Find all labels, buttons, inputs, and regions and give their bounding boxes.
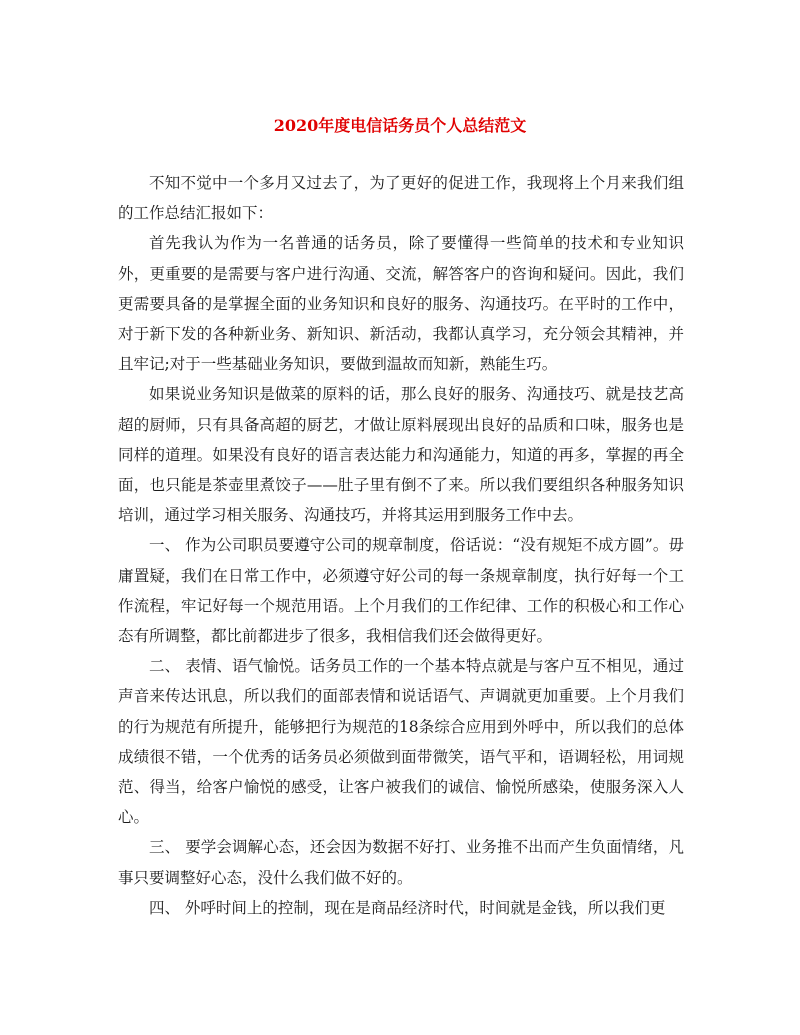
paragraph-point-3: 三、 要学会调解心态，还会因为数据不好打、业务推不出而产生负面情绪，凡事只要调整好心态，没什么我们做不好的。 (118, 838, 684, 887)
document-body (118, 168, 684, 923)
paragraph-skills: 如果说业务知识是做菜的原料的话，那么良好的服务、沟通技巧、就是技艺高超的厨师，只有具备高超的厨艺，才做让原料展现出良好的品质和口味，服务也是同样的道理。如果没有良好的语言表达能力和沟通能力，知道的再多，掌握的再全面，也只能是茶壶里煮饺子——肚子里有倒不了来。所以我们要组织各种服务知识培训，通过学习相关服务、沟通技巧，并将其运用到服务工作中去。 (118, 385, 684, 525)
paragraph-point-2: 二、 表情、语气愉悦。话务员工作的一个基本特点就是与客户互不相见，通过声音来传达讯息，所以我们的面部表情和说话语气、声调就更加重要。上个月我们的行为规范有所提升，能够把行为规范的18条综合应用到外呼中，所以我们的总体成绩很不错，一个优秀的话务员必须做到面带微笑，语气平和，语调轻松，用词规范、得当，给客户愉悦的感受，让客户被我们的诚信、愉悦所感染，使服务深入人心。 (118, 657, 684, 827)
document-title: 2020年度电信话务员个人总结范文 (273, 116, 527, 135)
paragraph-point-1: 一、 作为公司职员要遵守公司的规章制度，俗话说：“没有规矩不成方圆”。毋庸置疑，我们在日常工作中，必须遵守好公司的每一条规章制度，执行好每一个工作流程，牢记好每一个规范用语。上个月我们的工作纪律、工作的积极心和工作心态有所调整，都比前都进步了很多，我相信我们还会做得更好。 (118, 536, 684, 646)
paragraph-intro: 不知不觉中一个多月又过去了，为了更好的促进工作，我现将上个月来我们组的工作总结汇报如下： (118, 174, 684, 223)
paragraph-knowledge: 首先我认为作为一名普通的话务员，除了要懂得一些简单的技术和专业知识外，更重要的是需要与客户进行沟通、交流，解答客户的咨询和疑问。因此，我们更需要具备的是掌握全面的业务知识和良好的服务、沟通技巧。在平时的工作中，对于新下发的各种新业务、新知识、新活动，我都认真学习，充分领会其精神，并且牢记;对于一些基础业务知识，要做到温故而知新，熟能生巧。 (118, 234, 684, 374)
paragraph-point-4: 四、 外呼时间上的控制，现在是商品经济时代，时间就是金钱，所以我们更 (149, 898, 666, 917)
